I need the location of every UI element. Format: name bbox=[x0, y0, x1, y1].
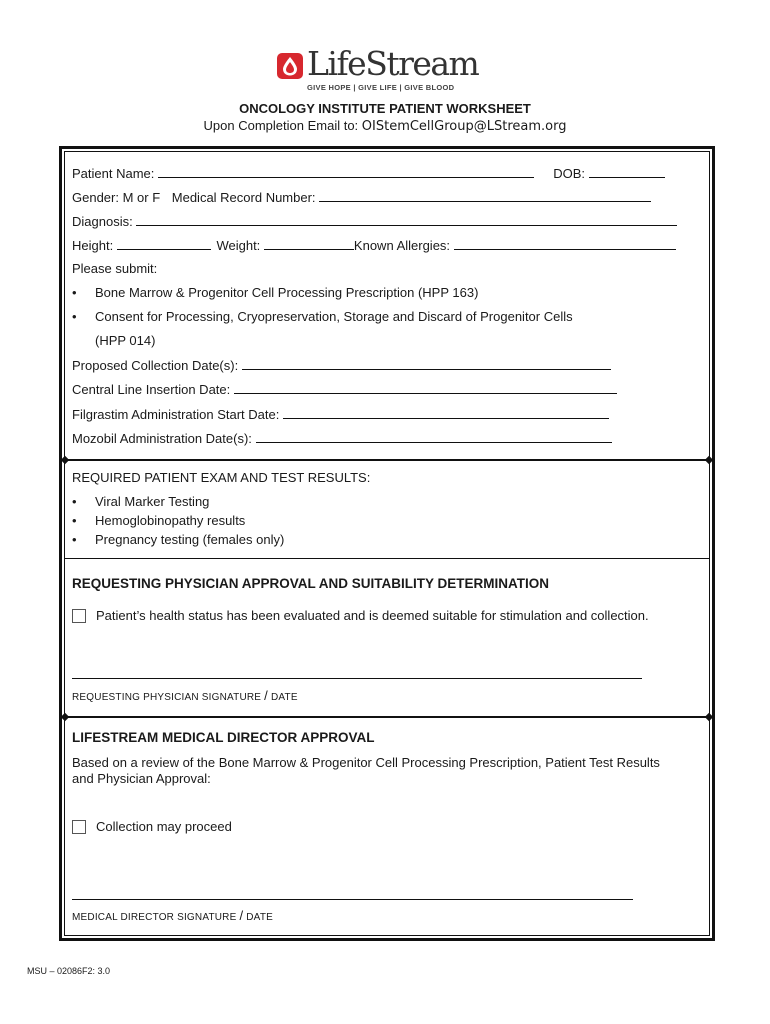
email-address[interactable]: OIStemCellGroup@LStream.org bbox=[361, 119, 567, 134]
section-divider bbox=[64, 558, 710, 559]
suitability-text: Patient’s health status has been evaluated and is deemed suitable for stimulation and collection. bbox=[96, 608, 649, 623]
filgrastim-field[interactable] bbox=[283, 406, 609, 419]
patient-name-label: Patient Name: bbox=[72, 166, 155, 181]
form-code: MSU – 02086F2: 3.0 bbox=[27, 966, 111, 976]
gender-label: Gender: M or F bbox=[72, 190, 161, 205]
filgrastim-row bbox=[72, 406, 609, 422]
bullet-icon: • bbox=[72, 309, 77, 324]
physician-signature-line[interactable] bbox=[72, 678, 642, 679]
submit-item-continued: (HPP 014) bbox=[95, 333, 156, 348]
exam-item: Hemoglobinopathy results bbox=[95, 513, 246, 528]
director-signature-line[interactable] bbox=[72, 899, 633, 900]
director-desc-line1: Based on a review of the Bone Marrow & Progenitor Cell Processing Prescription, Patient Test Results bbox=[72, 755, 660, 770]
mozobil-row bbox=[72, 430, 612, 446]
sig-slash: / bbox=[264, 688, 268, 703]
physician-sig-date: DATE bbox=[270, 692, 298, 703]
director-signature-label bbox=[72, 908, 273, 923]
director-section-title: LIFESTREAM MEDICAL DIRECTOR APPROVAL bbox=[72, 730, 375, 745]
central-line-label: Central Line Insertion Date: bbox=[72, 382, 231, 397]
exam-item: Pregnancy testing (females only) bbox=[95, 532, 285, 547]
bullet-icon: • bbox=[72, 513, 77, 528]
gender-row bbox=[72, 189, 651, 205]
email-prefix: Upon Completion Email to: bbox=[203, 118, 362, 133]
patient-name-row bbox=[72, 165, 665, 181]
physician-section-title: REQUESTING PHYSICIAN APPROVAL AND SUITABILITY DETERMINATION bbox=[72, 576, 550, 591]
mozobil-field[interactable] bbox=[256, 430, 612, 443]
director-desc-line2: and Physician Approval: bbox=[72, 771, 211, 786]
diagnosis-row bbox=[72, 213, 677, 229]
page-title: ONCOLOGY INSTITUTE PATIENT WORKSHEET bbox=[239, 101, 531, 116]
collection-date-row bbox=[72, 357, 611, 373]
central-line-field[interactable] bbox=[234, 381, 617, 394]
sig-slash: / bbox=[239, 908, 244, 923]
mrn-field[interactable] bbox=[319, 189, 651, 202]
height-label: Height: bbox=[72, 238, 114, 253]
dob-label: DOB: bbox=[553, 166, 586, 181]
mrn-label: Medical Record Number: bbox=[171, 190, 316, 205]
bullet-icon: • bbox=[72, 532, 77, 547]
brand-name: LifeStream bbox=[307, 44, 479, 83]
central-line-row bbox=[72, 381, 617, 397]
physician-signature-label bbox=[72, 688, 298, 703]
collection-date-field[interactable] bbox=[242, 357, 611, 370]
director-sig-date: DATE bbox=[246, 912, 273, 923]
submit-item: Bone Marrow & Progenitor Cell Processing Prescription (HPP 163) bbox=[95, 285, 479, 300]
exam-section-title: REQUIRED PATIENT EXAM AND TEST RESULTS: bbox=[72, 470, 371, 485]
collection-proceed-checkbox[interactable] bbox=[72, 820, 86, 834]
diagnosis-label: Diagnosis: bbox=[72, 214, 133, 229]
weight-field[interactable] bbox=[264, 237, 354, 250]
email-instruction bbox=[0, 118, 770, 134]
patient-name-field[interactable] bbox=[158, 165, 534, 178]
allergies-field[interactable] bbox=[454, 237, 676, 250]
director-sig-text: MEDICAL DIRECTOR SIGNATURE bbox=[72, 912, 237, 923]
weight-label: Weight: bbox=[216, 238, 261, 253]
bullet-icon: • bbox=[72, 285, 77, 300]
collection-proceed-text: Collection may proceed bbox=[96, 819, 232, 834]
measurements-row bbox=[72, 237, 676, 253]
blood-drop-icon bbox=[277, 53, 303, 79]
lifestream-logo bbox=[277, 44, 493, 95]
height-field[interactable] bbox=[117, 237, 211, 250]
mozobil-label: Mozobil Administration Date(s): bbox=[72, 431, 252, 446]
section-divider bbox=[64, 459, 710, 461]
bullet-icon: • bbox=[72, 494, 77, 509]
brand-tagline: GIVE HOPE | GIVE LIFE | GIVE BLOOD bbox=[307, 83, 455, 92]
please-submit-label: Please submit: bbox=[72, 261, 158, 276]
collection-date-label: Proposed Collection Date(s): bbox=[72, 358, 239, 373]
exam-item: Viral Marker Testing bbox=[95, 494, 210, 509]
section-divider bbox=[64, 716, 710, 718]
suitability-checkbox[interactable] bbox=[72, 609, 86, 623]
filgrastim-label: Filgrastim Administration Start Date: bbox=[72, 407, 280, 422]
dob-field[interactable] bbox=[589, 165, 665, 178]
submit-item: Consent for Processing, Cryopreservation, Storage and Discard of Progenitor Cells bbox=[95, 309, 573, 324]
allergies-label: Known Allergies: bbox=[353, 238, 451, 253]
physician-sig-text: REQUESTING PHYSICIAN SIGNATURE bbox=[72, 692, 262, 703]
diagnosis-field[interactable] bbox=[136, 213, 677, 226]
